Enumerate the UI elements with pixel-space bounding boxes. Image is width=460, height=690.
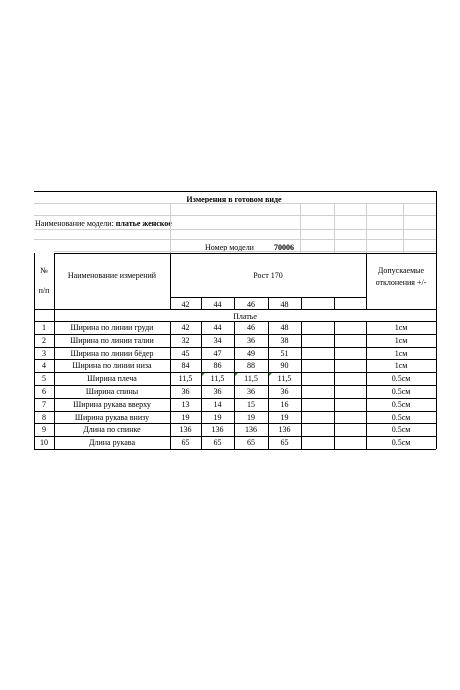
table-border bbox=[170, 253, 171, 309]
model-name-value: платье женское bbox=[115, 219, 172, 228]
model-name-row bbox=[35, 219, 172, 229]
measure-value: 15 bbox=[247, 399, 255, 409]
measure-value: 36 bbox=[247, 387, 255, 396]
measure-value: 88 bbox=[247, 361, 255, 371]
cell-marker-icon bbox=[235, 373, 238, 376]
size-label: 42 bbox=[181, 300, 190, 309]
grid-line bbox=[34, 203, 436, 204]
measure-name: Ширина по линии груди bbox=[70, 323, 154, 332]
measure-name: Длина по спинке bbox=[83, 425, 141, 435]
row-number: 2 bbox=[42, 335, 46, 345]
grid-line bbox=[54, 251, 436, 252]
size-label: 48 bbox=[280, 300, 289, 309]
grid-line bbox=[366, 203, 367, 253]
table-border bbox=[170, 321, 171, 449]
measure-name: Ширина рукава вверху bbox=[73, 399, 151, 409]
measure-name: Ширина рукава внизу bbox=[74, 412, 150, 422]
measure-value: 38 bbox=[280, 335, 289, 345]
measure-value: 90 bbox=[280, 361, 289, 371]
section-label: Платье bbox=[233, 312, 257, 321]
measure-value: 36 bbox=[181, 387, 190, 396]
cell-marker-icon bbox=[269, 373, 272, 376]
table-border bbox=[201, 321, 202, 449]
measure-name: Ширина спины bbox=[85, 387, 139, 396]
header-tolerance-line1: Допускаемые bbox=[377, 266, 425, 275]
row-border bbox=[34, 423, 436, 424]
measure-value: 49 bbox=[247, 348, 255, 358]
tolerance-value: 0.5см bbox=[391, 399, 411, 409]
measure-value: 84 bbox=[181, 361, 190, 371]
header-tolerance-line2: отклонения +/- bbox=[375, 278, 427, 287]
measure-value: 13 bbox=[181, 399, 190, 409]
row-number: 6 bbox=[42, 387, 46, 396]
grid-line bbox=[170, 203, 171, 253]
measure-value: 45 bbox=[181, 348, 190, 358]
row-number: 4 bbox=[42, 361, 46, 371]
tolerance-value: 1см bbox=[394, 361, 408, 371]
grid-line bbox=[334, 203, 335, 253]
tolerance-value: 0.5см bbox=[391, 374, 411, 384]
row-number: 9 bbox=[42, 425, 46, 435]
row-border bbox=[34, 385, 436, 386]
measure-value: 11,5 bbox=[178, 374, 193, 384]
measure-value: 65 bbox=[247, 438, 255, 448]
measure-value: 34 bbox=[213, 335, 222, 345]
row-number: 10 bbox=[40, 438, 48, 448]
measure-value: 48 bbox=[280, 323, 289, 332]
measure-value: 14 bbox=[213, 399, 222, 409]
measure-name: Ширина по линии талии bbox=[70, 335, 154, 345]
tolerance-value: 0.5см bbox=[391, 438, 411, 448]
measure-name: Ширина плеча bbox=[87, 374, 137, 384]
grid-line bbox=[34, 215, 436, 216]
row-number: 8 bbox=[42, 412, 46, 422]
table-border bbox=[34, 321, 436, 322]
measure-value: 42 bbox=[181, 323, 190, 332]
grid-line bbox=[34, 239, 436, 240]
measure-value: 11,5 bbox=[277, 374, 292, 384]
row-border bbox=[34, 436, 436, 437]
measure-value: 136 bbox=[211, 425, 224, 435]
measure-value: 44 bbox=[213, 323, 222, 332]
table-border bbox=[301, 321, 302, 449]
measure-value: 11,5 bbox=[210, 374, 225, 384]
header-number-pp: п/п bbox=[38, 286, 50, 295]
measure-value: 36 bbox=[213, 387, 222, 396]
measure-value: 32 bbox=[181, 335, 190, 345]
sheet-title: Измерения в готовом виде bbox=[186, 195, 282, 204]
header-measure-name: Наименование измерений bbox=[67, 271, 157, 280]
tolerance-value: 1см bbox=[394, 323, 408, 332]
measure-name: Длина рукава bbox=[89, 438, 135, 448]
measure-value: 51 bbox=[280, 348, 289, 358]
grid-line bbox=[403, 203, 404, 253]
measure-value: 136 bbox=[179, 425, 192, 435]
table-border bbox=[366, 321, 367, 449]
table-border bbox=[334, 297, 335, 309]
measure-value: 65 bbox=[213, 438, 222, 448]
table-border bbox=[34, 191, 436, 192]
measure-value: 136 bbox=[278, 425, 291, 435]
size-label: 44 bbox=[213, 300, 222, 309]
tolerance-value: 1см bbox=[394, 348, 408, 358]
table-border bbox=[234, 297, 235, 309]
model-number-label: Номер модели bbox=[205, 243, 254, 252]
measure-value: 11,5 bbox=[244, 374, 258, 384]
table-border bbox=[54, 253, 55, 449]
table-border bbox=[201, 297, 202, 309]
measure-name: Ширина по линии низа bbox=[72, 361, 152, 371]
measure-value: 65 bbox=[280, 438, 289, 448]
measure-value: 46 bbox=[247, 323, 255, 332]
row-number: 7 bbox=[42, 399, 46, 409]
tolerance-value: 1см bbox=[394, 335, 408, 345]
measure-value: 86 bbox=[213, 361, 222, 371]
table-border bbox=[366, 253, 367, 309]
size-label: 46 bbox=[247, 300, 255, 309]
model-number-value: 70006 bbox=[274, 243, 294, 252]
row-border bbox=[34, 449, 436, 450]
row-number: 5 bbox=[42, 374, 46, 384]
table-border bbox=[301, 297, 302, 309]
measure-value: 19 bbox=[181, 412, 190, 422]
header-height: Рост 170 bbox=[253, 271, 283, 280]
table-border bbox=[268, 297, 269, 309]
measure-value: 16 bbox=[280, 399, 289, 409]
measure-value: 19 bbox=[213, 412, 222, 422]
row-number: 1 bbox=[42, 323, 46, 332]
table-border bbox=[54, 253, 436, 254]
tolerance-value: 0.5см bbox=[391, 387, 411, 396]
table-border bbox=[436, 191, 437, 253]
measure-value: 19 bbox=[247, 412, 255, 422]
table-border bbox=[234, 321, 235, 449]
grid-line bbox=[300, 203, 301, 253]
grid-line bbox=[34, 229, 436, 230]
measure-value: 19 bbox=[280, 412, 289, 422]
table-border bbox=[334, 321, 335, 449]
row-number: 3 bbox=[42, 348, 46, 358]
measure-name: Ширина по линии бёдер bbox=[70, 348, 154, 358]
tolerance-value: 0.5см bbox=[391, 425, 411, 435]
tolerance-value: 0.5см bbox=[391, 412, 411, 422]
measure-value: 65 bbox=[181, 438, 190, 448]
table-border bbox=[268, 321, 269, 449]
model-name-label: Наименование модели: bbox=[35, 219, 114, 228]
table-border bbox=[436, 253, 437, 449]
measure-value: 36 bbox=[247, 335, 255, 345]
table-border bbox=[34, 253, 35, 449]
measure-value: 36 bbox=[280, 387, 289, 396]
row-border bbox=[34, 359, 436, 360]
measure-value: 47 bbox=[213, 348, 222, 358]
cell-marker-icon bbox=[202, 373, 205, 376]
header-number-sign: № bbox=[40, 266, 48, 275]
table-border bbox=[34, 309, 436, 310]
measure-value: 136 bbox=[245, 425, 257, 435]
